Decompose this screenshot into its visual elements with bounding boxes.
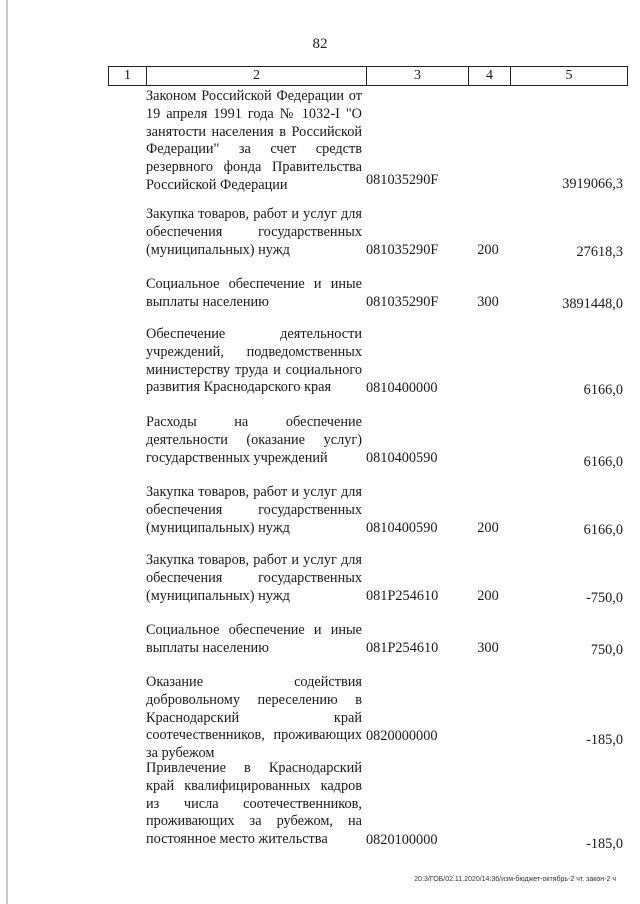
row-sum: 6166,0 bbox=[583, 522, 623, 538]
row-name: Оказание содействия добровольному переселению в Краснодарский край соотечественников, проживающих за рубежом bbox=[146, 674, 362, 762]
column-header-5: 5 bbox=[565, 68, 573, 83]
row-sum: 3919066,3 bbox=[562, 176, 623, 192]
row-sum: -750,0 bbox=[586, 590, 623, 606]
row-code: 0810400590 bbox=[366, 520, 438, 536]
row-code: 0820100000 bbox=[366, 832, 438, 848]
row-name: Привлечение в Краснодарский край квалифицированных кадров из числа соотечественников, проживающих за рубежом, на постоянное место жительства bbox=[146, 760, 362, 848]
row-kvr: 300 bbox=[477, 640, 499, 656]
row-name: Закупка товаров, работ и услуг для обеспечения государственных (муниципальных) нужд bbox=[146, 484, 362, 536]
row-sum: -185,0 bbox=[586, 732, 623, 748]
row-sum: 6166,0 bbox=[583, 454, 623, 470]
page-number: 82 bbox=[312, 36, 328, 52]
row-code: 0810400000 bbox=[366, 380, 438, 396]
row-sum: 27618,3 bbox=[576, 244, 623, 260]
row-code: 081P254610 bbox=[366, 640, 439, 656]
row-sum: 750,0 bbox=[590, 642, 623, 658]
row-kvr: 200 bbox=[477, 520, 499, 536]
row-kvr: 300 bbox=[477, 294, 499, 310]
row-sum: 3891448,0 bbox=[562, 296, 623, 312]
column-header-1: 1 bbox=[109, 67, 147, 85]
row-name: Социальное обеспечение и иные выплаты населению bbox=[146, 276, 362, 310]
row-name: Законом Российской Федерации от 19 апреля 1991 года № 1032-I "О занятости населения в Российской Федерации" за счет средств резервного фонда Правительства Российской Федерации bbox=[146, 88, 362, 193]
table-header bbox=[108, 66, 628, 86]
row-kvr: 200 bbox=[477, 588, 499, 604]
page-edge-shadow bbox=[6, 0, 8, 904]
row-name: Социальное обеспечение и иные выплаты населению bbox=[146, 622, 362, 656]
column-header-3: 3 bbox=[367, 67, 469, 85]
row-sum: -185,0 bbox=[586, 836, 623, 852]
document-footer: 20.3/ГОБ/02.11.2020/14:36/изм-бюджет-октябрь-2 чт. закон-2 ч bbox=[414, 876, 616, 883]
row-name: Обеспечение деятельности учреждений, подведомственных министерству труда и социального развития Краснодарского края bbox=[146, 326, 362, 396]
row-code: 081P254610 bbox=[366, 588, 439, 604]
row-name: Закупка товаров, работ и услуг для обеспечения государственных (муниципальных) нужд bbox=[146, 206, 362, 258]
row-sum: 6166,0 bbox=[583, 382, 623, 398]
row-name: Расходы на обеспечение деятельности (оказание услуг) государственных учреждений bbox=[146, 414, 362, 466]
row-code: 0810400590 bbox=[366, 450, 438, 466]
row-code: 081035290F bbox=[366, 294, 439, 310]
column-header-4: 4 bbox=[469, 67, 511, 85]
column-header-2: 2 bbox=[147, 67, 367, 85]
row-code: 0820000000 bbox=[366, 728, 438, 744]
row-name: Закупка товаров, работ и услуг для обеспечения государственных (муниципальных) нужд bbox=[146, 552, 362, 604]
row-kvr: 200 bbox=[477, 242, 499, 258]
row-code: 081035290F bbox=[366, 172, 439, 188]
row-code: 081035290F bbox=[366, 242, 439, 258]
